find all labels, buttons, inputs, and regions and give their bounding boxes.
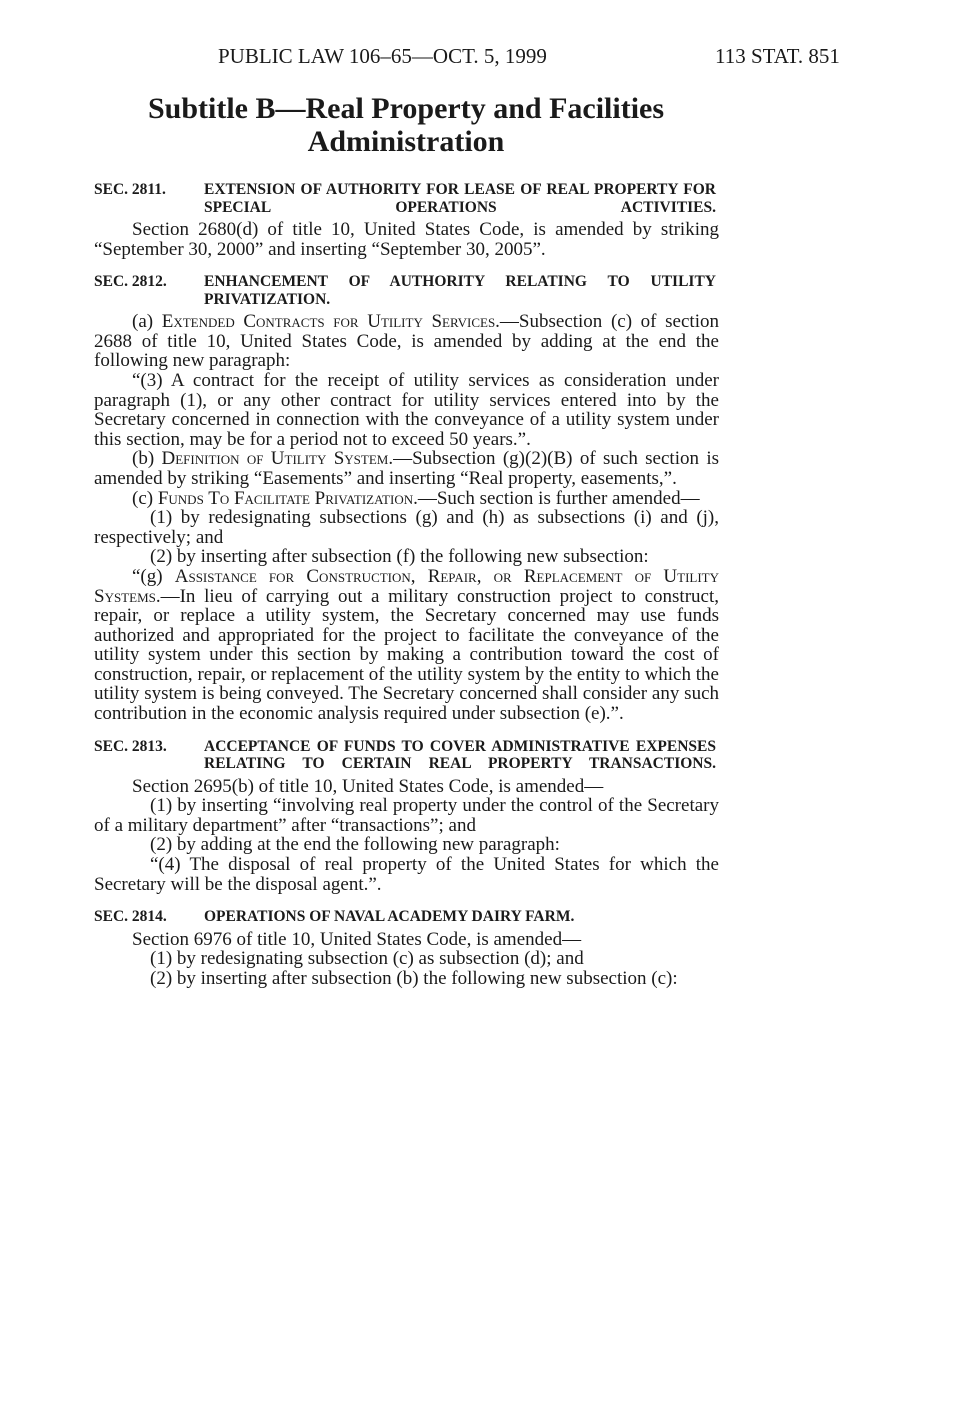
subsection-text: .—Such section is further amended— (413, 487, 700, 509)
subsection-label: (c) (132, 487, 158, 509)
paragraph-2: (2) by inserting after subsection (f) the following new subsection: (150, 546, 649, 568)
subsection-text: .—In lieu of carrying out a military construction project to construct, repair, or replace a utility system, the Secretary concerned may use funds authorized and appropriated for the project to facilitate the conveyance of the utility system under this section by making a contribution toward the cost of construction, repair, or replacement of the utility system by the entity to which the utility system is being conveyed. The Secretary concerned shall consider any such contribution in the economic analysis required under subsection (e).”. (94, 585, 719, 725)
subsection-text: .—Subsection (g)(2)(B) of such section is amended by striking “Easements” and inserting “Real property, easements,”. (94, 448, 719, 489)
document-body (94, 181, 719, 989)
section-heading-2811 (94, 181, 719, 216)
paragraph-2: (2) by adding at the end the following new paragraph: (150, 834, 560, 856)
quoted-subsection-g (94, 567, 719, 724)
subsection-heading: Assistance for Construction, Repair, or Replacement of Utility Systems (94, 565, 719, 607)
statute-page-number: 113 STAT. 851 (715, 44, 840, 68)
paragraph-1: (1) by redesignating subsections (g) and (h) as subsections (i) and (j), respectively; and (94, 507, 719, 548)
section-title: EXTENSION OF AUTHORITY FOR LEASE OF REAL PROPERTY FOR SPECIAL OPERATIONS ACTIVITIES. (204, 181, 716, 216)
paragraph-1: (1) by inserting “involving real property under the control of the Secretary of a military department” after “transactions”; and (94, 795, 719, 836)
subsection-label: (b) (132, 448, 162, 470)
quoted-paragraph: “(4) The disposal of real property of the United States for which the Secretary will be the disposal agent.”. (94, 854, 719, 895)
section-text: Section 2680(d) of title 10, United States Code, is amended by striking “September 30, 2000” and inserting “September 30, 2005”. (94, 219, 719, 260)
paragraph-1: (1) by redesignating subsection (c) as subsection (d); and (150, 948, 584, 970)
section-heading-2812 (94, 273, 719, 308)
section-number: SEC. 2813. (94, 737, 167, 755)
section-number: SEC. 2811. (94, 181, 166, 198)
subsection-label: “(g) (132, 565, 175, 587)
subsection-b (94, 449, 719, 488)
section-number: SEC. 2814. (94, 908, 167, 926)
section-text: Section 6976 of title 10, United States Code, is amended— (132, 928, 582, 950)
subsection-heading: Definition of Utility System (161, 448, 389, 470)
section-title: OPERATIONS OF NAVAL ACADEMY DAIRY FARM. (204, 908, 575, 926)
quoted-paragraph: “(3) A contract for the receipt of utility services as consideration under paragraph (1), or any other contract for utility services entered into by the Secretary concerned in connection with the conveyance of a utility system under this section, may be for a period not to exceed 50 years.”. (94, 369, 719, 450)
paragraph-2: (2) by inserting after subsection (b) the following new subsection (c): (150, 967, 678, 989)
public-law-citation: PUBLIC LAW 106–65—OCT. 5, 1999 (218, 44, 547, 68)
section-title: ACCEPTANCE OF FUNDS TO COVER ADMINISTRATIVE EXPENSES RELATING TO CERTAIN REAL PROPERTY TRANSACTIONS. (204, 737, 716, 773)
section-heading-2813 (94, 738, 719, 773)
subsection-a (94, 312, 719, 371)
subsection-label: (a) (132, 311, 162, 333)
subtitle-heading: Subtitle B—Real Property and Facilities Administration (147, 92, 665, 158)
subsection-heading: Extended Contracts for Utility Services (161, 311, 496, 333)
section-number: SEC. 2812. (94, 273, 167, 291)
subsection-text: .—Subsection (c) of section 2688 of title 10, United States Code, is amended by adding at the end the following new paragraph: (94, 311, 719, 372)
section-title: ENHANCEMENT OF AUTHORITY RELATING TO UTILITY PRIVATIZATION. (204, 273, 716, 308)
page-header (0, 44, 958, 74)
subsection-heading: Funds To Facilitate Privatization (157, 487, 414, 509)
section-text: Section 2695(b) of title 10, United States Code, is amended— (132, 775, 604, 797)
subsection-c (94, 489, 719, 509)
section-heading-2814 (94, 908, 719, 926)
